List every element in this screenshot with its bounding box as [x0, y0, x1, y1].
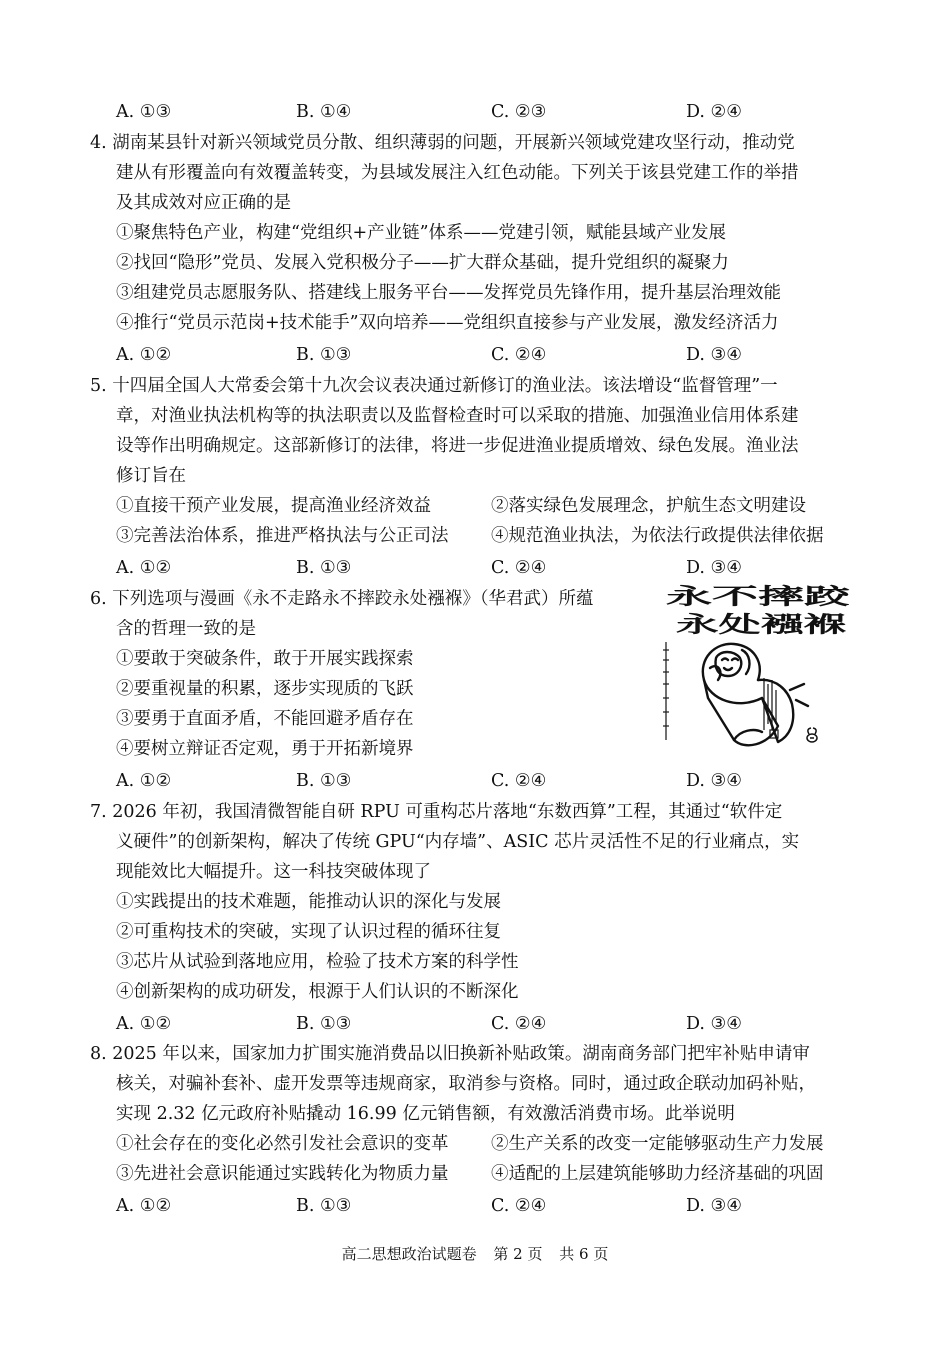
footer-total-pages: 共 6 页 — [559, 1245, 609, 1263]
q8-stem-line-3: 实现 2.32 亿元政府补贴撬动 16.99 亿元销售额，有效激活消费市场。此举说明 — [116, 1104, 735, 1124]
q6-options — [116, 770, 816, 792]
q4-option-b: B. ①③ — [296, 345, 352, 365]
q3-options — [116, 101, 816, 123]
q8-option-d: D. ③④ — [686, 1196, 742, 1216]
q6-option-c: C. ②④ — [491, 771, 547, 791]
q8-stem-line-2: 核关，对骗补套补、虚开发票等违规商家，取消参与资格。同时，通过政企联动加码补贴， — [116, 1074, 816, 1094]
q4-stem-line-1: 4. 湖南某县针对新兴领域党员分散、组织薄弱的问题，开展新兴领域党建攻坚行动，推动党 — [90, 133, 795, 153]
q4-option-a: A. ①② — [116, 345, 172, 365]
q8-item-2: ②生产关系的改变一定能够驱动生产力发展 — [491, 1134, 824, 1154]
q4-item-2: ②找回“隐形”党员、发展入党积极分子——扩大群众基础，提升党组织的凝聚力 — [116, 253, 729, 273]
q7-options — [116, 1013, 816, 1035]
q5-item-3: ③完善法治体系，推进严格执法与公正司法 — [116, 526, 449, 546]
cartoon-baby-in-swaddle — [658, 580, 858, 760]
footer-page-number: 第 2 页 — [493, 1245, 543, 1263]
q5-option-b: B. ①③ — [296, 558, 352, 578]
q5-option-d: D. ③④ — [686, 558, 742, 578]
q5-stem-line-2: 章，对渔业执法机构等的执法职责以及监督检查时可以采取的措施、加强渔业信用体系建 — [116, 406, 799, 426]
cartoon-swaddle — [703, 644, 808, 745]
q8-stem-line-1: 8. 2025 年以来，国家加力扩围实施消费品以旧换新补贴政策。湖南商务部门把牢补贴申请审 — [90, 1044, 810, 1064]
q4-item-1: ①聚焦特色产业，构建“党组织+产业链”体系——党建引领，赋能县域产业发展 — [116, 223, 727, 243]
q4-item-4: ④推行“党员示范岗+技术能手”双向培养——党组织直接参与产业发展，激发经济活力 — [116, 313, 779, 333]
q5-item-4: ④规范渔业执法，为依法行政提供法律依据 — [491, 526, 824, 546]
page-footer — [0, 1244, 950, 1264]
q8-option-a: A. ①② — [116, 1196, 172, 1216]
q3-option-a: A. ①③ — [116, 102, 172, 122]
q8-option-c: C. ②④ — [491, 1196, 547, 1216]
q5-item-1: ①直接干预产业发展，提高渔业经济效益 — [116, 496, 431, 516]
q3-option-d: D. ②④ — [686, 102, 742, 122]
q6-option-a: A. ①② — [116, 771, 172, 791]
cartoon-title-bottom: 永处襁褓 — [676, 612, 846, 638]
q8-item-4: ④适配的上层建筑能够助力经济基础的巩固 — [491, 1164, 824, 1184]
q7-stem-line-1: 7. 2026 年初，我国清微智能自研 RPU 可重构芯片落地“东数西算”工程，其通过“软件定 — [90, 802, 783, 822]
q6-option-d: D. ③④ — [686, 771, 742, 791]
q6-option-b: B. ①③ — [296, 771, 352, 791]
q8-item-1: ①社会存在的变化必然引发社会意识的变革 — [116, 1134, 449, 1154]
q5-stem-line-3: 设等作出明确规定。这部新修订的法律，将进一步促进渔业提质增效、绿色发展。渔业法 — [116, 436, 799, 456]
q5-item-2: ②落实绿色发展理念，护航生态文明建设 — [491, 496, 806, 516]
q4-item-3: ③组建党员志愿服务队、搭建线上服务平台——发挥党员先锋作用，提升基层治理效能 — [116, 283, 781, 303]
q8-options — [116, 1195, 816, 1217]
q7-option-c: C. ②④ — [491, 1014, 547, 1034]
q6-item-4: ④要树立辩证否定观，勇于开拓新境界 — [116, 739, 414, 759]
q5-option-a: A. ①② — [116, 558, 172, 578]
cartoon-signature — [663, 642, 778, 740]
q3-option-b: B. ①④ — [296, 102, 352, 122]
q4-option-d: D. ③④ — [686, 345, 742, 365]
q8-option-b: B. ①③ — [296, 1196, 352, 1216]
q7-option-a: A. ①② — [116, 1014, 172, 1034]
q7-item-4: ④创新架构的成功研发，根源于人们认识的不断深化 — [116, 982, 519, 1002]
q7-item-2: ②可重构技术的突破，实现了认识过程的循环往复 — [116, 922, 501, 942]
footer-title: 高二思想政治试题卷 — [341, 1245, 477, 1263]
q7-stem-line-3: 现能效比大幅提升。这一科技突破体现了 — [116, 862, 431, 882]
cartoon-title-top: 永不摔跤 — [666, 584, 853, 610]
q5-options — [116, 557, 816, 579]
q4-stem-line-3: 及其成效对应正确的是 — [116, 193, 291, 213]
q6-item-3: ③要勇于直面矛盾，不能回避矛盾存在 — [116, 709, 414, 729]
q8-item-3: ③先进社会意识能通过实践转化为物质力量 — [116, 1164, 449, 1184]
q5-stem-line-4: 修订旨在 — [116, 466, 186, 486]
q3-option-c: C. ②③ — [491, 102, 547, 122]
q4-stem-line-2: 建从有形覆盖向有效覆盖转变，为县域发展注入红色动能。下列关于该县党建工作的举措 — [116, 163, 799, 183]
q5-option-c: C. ②④ — [491, 558, 547, 578]
q6-stem-line-1: 6. 下列选项与漫画《永不走路永不摔跤永处襁褓》（华君武）所蕴 — [90, 589, 594, 609]
bee-icon — [807, 728, 817, 742]
q6-item-1: ①要敢于突破条件，敢于开展实践探索 — [116, 649, 414, 669]
q6-item-2: ②要重视量的积累，逐步实现质的飞跃 — [116, 679, 414, 699]
q7-option-b: B. ①③ — [296, 1014, 352, 1034]
q7-stem-line-2: 义硬件”的创新架构，解决了传统 GPU“内存墙”、ASIC 芯片灵活性不足的行业痛点，实 — [116, 832, 800, 852]
q7-item-3: ③芯片从试验到落地应用，检验了技术方案的科学性 — [116, 952, 519, 972]
q7-item-1: ①实践提出的技术难题，能推动认识的深化与发展 — [116, 892, 501, 912]
cartoon-title — [666, 584, 852, 638]
q4-option-c: C. ②④ — [491, 345, 547, 365]
q7-option-d: D. ③④ — [686, 1014, 742, 1034]
q6-stem-line-2: 含的哲理一致的是 — [116, 619, 256, 639]
q4-options — [116, 344, 816, 366]
q5-stem-line-1: 5. 十四届全国人大常委会第十九次会议表决通过新修订的渔业法。该法增设“监督管理”一 — [90, 376, 778, 396]
